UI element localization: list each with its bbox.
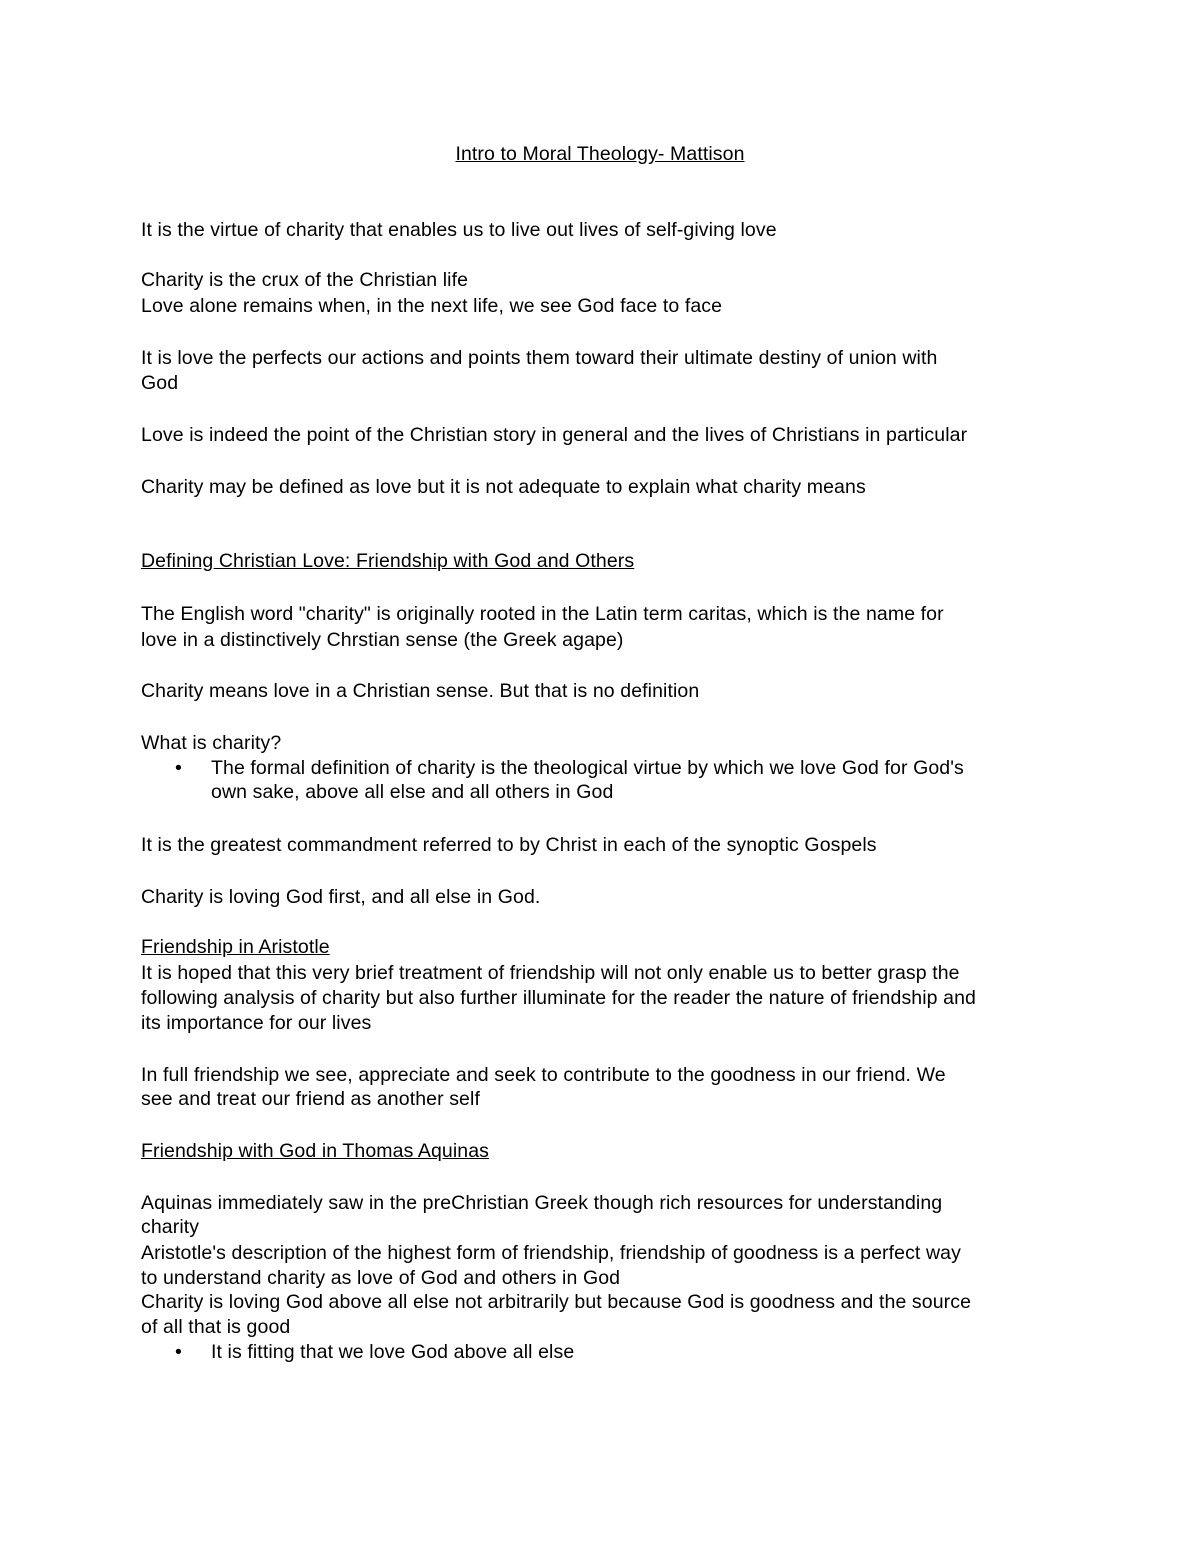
section-heading-aristotle: Friendship in Aristotle [141, 936, 330, 958]
intro-paragraph-1: It is the virtue of charity that enables us to live out lives of self-giving love [141, 219, 777, 241]
section3-paragraph-1-line-2: charity [141, 1216, 200, 1238]
section1-paragraph-1-line-2: love in a distinctively Chrstian sense (the Greek agape) [141, 629, 624, 651]
intro-paragraph-3-line-1: It is love the perfects our actions and points them toward their ultimate destiny of union with [141, 347, 938, 369]
section-heading-defining-love: Defining Christian Love: Friendship with God and Others [141, 550, 635, 572]
intro-paragraph-2-line-1: Charity is the crux of the Christian life [141, 269, 469, 291]
section-heading-aquinas: Friendship with God in Thomas Aquinas [141, 1140, 490, 1162]
section1-paragraph-1-line-1: The English word "charity" is originally rooted in the Latin term caritas, which is the name for [141, 603, 944, 625]
page-title: Intro to Moral Theology- Mattison [455, 143, 745, 165]
bullet-marker: • [175, 1341, 182, 1363]
section3-paragraph-3-line-2: of all that is good [141, 1316, 291, 1338]
section2-paragraph-2-line-2: see and treat our friend as another self [141, 1088, 480, 1110]
section3-paragraph-1-line-1: Aquinas immediately saw in the preChristian Greek though rich resources for understanding [141, 1192, 943, 1214]
section1-bullet-line-1: The formal definition of charity is the theological virtue by which we love God for God's [211, 757, 964, 779]
section2-paragraph-1-line-3: its importance for our lives [141, 1012, 372, 1034]
section1-paragraph-4: It is the greatest commandment referred to by Christ in each of the synoptic Gospels [141, 834, 877, 856]
section2-paragraph-1-line-1: It is hoped that this very brief treatment of friendship will not only enable us to better grasp the [141, 962, 960, 984]
bullet-marker: • [175, 757, 182, 779]
section2-paragraph-2-line-1: In full friendship we see, appreciate and seek to contribute to the goodness in our friend. We [141, 1064, 946, 1086]
intro-paragraph-3-line-2: God [141, 372, 179, 394]
section3-paragraph-3-line-1: Charity is loving God above all else not arbitrarily but because God is goodness and the source [141, 1291, 972, 1313]
intro-paragraph-5: Charity may be defined as love but it is not adequate to explain what charity means [141, 476, 866, 498]
section1-question: What is charity? [141, 732, 282, 754]
section2-paragraph-1-line-2: following analysis of charity but also further illuminate for the reader the nature of friendship and [141, 987, 976, 1009]
section3-paragraph-2-line-1: Aristotle's description of the highest form of friendship, friendship of goodness is a perfect way [141, 1242, 961, 1264]
section3-paragraph-2-line-2: to understand charity as love of God and others in God [141, 1267, 621, 1289]
section1-paragraph-2: Charity means love in a Christian sense. But that is no definition [141, 680, 700, 702]
section3-bullet-line-1: It is fitting that we love God above all else [211, 1341, 575, 1363]
section1-bullet-line-2: own sake, above all else and all others in God [211, 781, 614, 803]
section1-paragraph-5: Charity is loving God first, and all else in God. [141, 886, 541, 908]
intro-paragraph-4: Love is indeed the point of the Christian story in general and the lives of Christians in particular [141, 424, 968, 446]
intro-paragraph-2-line-2: Love alone remains when, in the next life, we see God face to face [141, 295, 723, 317]
